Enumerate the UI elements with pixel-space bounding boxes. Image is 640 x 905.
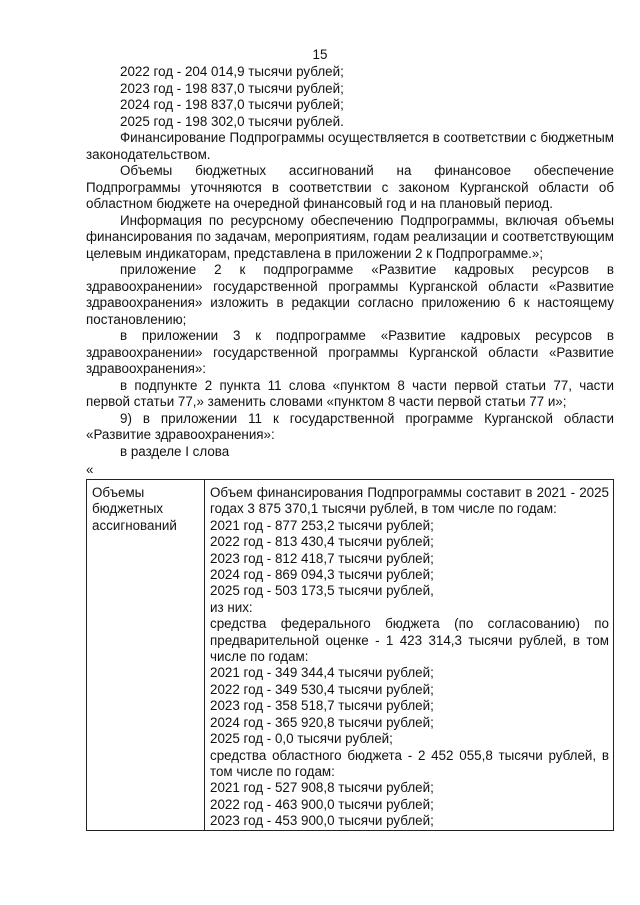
paragraph: в подпункте 2 пункта 11 слова «пунктом 8 части первой статьи 77, части первой статьи 77,» заменить словами «пунктом 8 части первой статьи 77 и»;: [86, 377, 614, 409]
table-line: 2021 год - 877 253,2 тысячи рублей;: [210, 517, 434, 533]
quote-open-mark: «: [86, 462, 94, 477]
paragraph: приложение 2 к подпрограмме «Развитие кадровых ресурсов в здравоохранении» государственной программы Курганской области «Развитие здравоохранения» изложить в редакции согласно приложению 6 к настоящему постановлению;: [86, 262, 614, 327]
table-line: 2022 год - 463 900,0 тысячи рублей;: [210, 796, 434, 812]
table-value-cell: [205, 480, 614, 831]
table-line: 2022 год - 813 430,4 тысячи рублей;: [210, 534, 434, 550]
paragraph: 2024 год - 198 837,0 тысячи рублей;: [120, 97, 344, 112]
table-line: Объем финансирования Подпрограммы составит в 2021 - 2025 годах 3 875 370,1 тысячи рублей, в том числе по годам:: [210, 485, 609, 517]
financing-table: [86, 479, 614, 831]
paragraph: 2022 год - 204 014,9 тысячи рублей;: [120, 64, 344, 79]
table-line: 2023 год - 812 418,7 тысячи рублей;: [210, 550, 434, 566]
table-line: 2025 год - 0,0 тысячи рублей;: [210, 731, 393, 747]
paragraph: в разделе I слова: [120, 443, 230, 459]
table-label-cell: Объемы бюджетных ассигнований: [87, 480, 205, 831]
paragraph: Финансирование Подпрограммы осуществляется в соответствии с бюджетным законодательством.: [86, 130, 614, 162]
table-line: 2024 год - 365 920,8 тысячи рублей;: [210, 714, 434, 730]
paragraph: Информация по ресурсному обеспечению Подпрограммы, включая объемы финансирования по задачам, мероприятиям, годам реализации и соответствующим целевым индикаторам, представлена в приложении 2 к Подпрограмме.»;: [86, 212, 614, 261]
paragraph: 2023 год - 198 837,0 тысячи рублей;: [120, 80, 344, 96]
table-line: средства областного бюджета - 2 452 055,8 тысячи рублей, в том числе по годам:: [210, 747, 609, 779]
table-line: из них:: [210, 599, 253, 615]
table-line: средства федерального бюджета (по согласованию) по предварительной оценке - 1 423 314,3 тысячи рублей, в том числе по годам:: [210, 616, 609, 665]
table-line: 2025 год - 503 173,5 тысячи рублей,: [210, 583, 434, 599]
table-line: 2024 год - 869 094,3 тысячи рублей;: [210, 567, 434, 583]
paragraph: 9) в приложении 11 к государственной программе Курганской области «Развитие здравоохранения»:: [86, 410, 614, 442]
table-line: 2022 год - 349 530,4 тысячи рублей;: [210, 681, 434, 697]
table-row: [87, 480, 614, 831]
paragraph: в приложении 3 к подпрограмме «Развитие кадровых ресурсов в здравоохранении» государственной программы Курганской области «Развитие здравоохранения»:: [86, 328, 614, 376]
paragraph: Объемы бюджетных ассигнований на финансовое обеспечение Подпрограммы уточняются в соответствии с законом Курганской области об областном бюджете на очередной финансовый год и на плановый период.: [86, 163, 614, 211]
paragraph: 2025 год - 198 302,0 тысячи рублей.: [120, 113, 344, 129]
table-line: 2023 год - 358 518,7 тысячи рублей;: [210, 698, 434, 714]
table-line: 2021 год - 527 908,8 тысячи рублей;: [210, 780, 434, 796]
body-text: [86, 64, 614, 460]
page-number: 15: [312, 47, 328, 62]
table-line: 2023 год - 453 900,0 тысячи рублей;: [210, 813, 434, 829]
table-line: 2021 год - 349 344,4 тысячи рублей;: [210, 665, 434, 681]
